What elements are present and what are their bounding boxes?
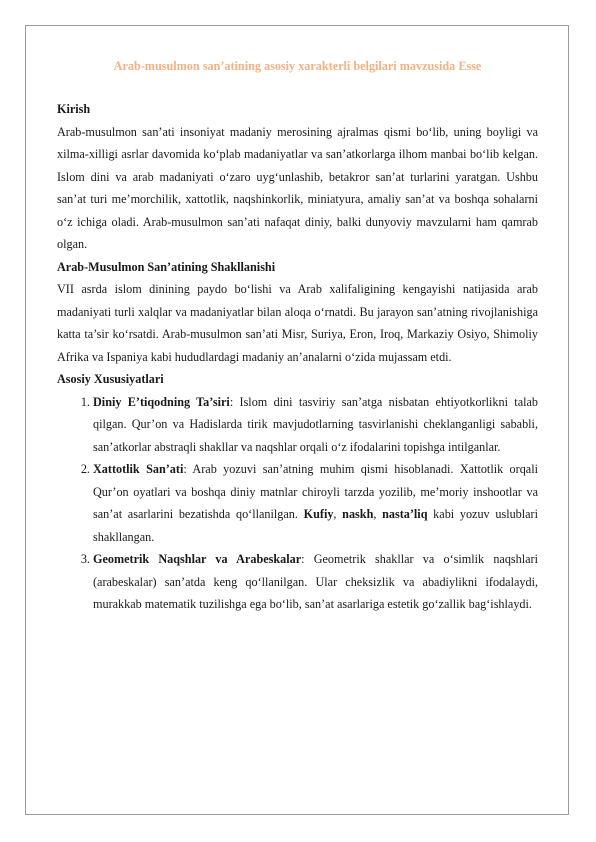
document-title: Arab-musulmon san’atining asosiy xarakterli belgilari mavzusida Esse (113, 59, 482, 73)
script-style-kufiy: Kufiy (303, 507, 334, 521)
section-paragraph-formation: VII asrda islom dinining paydo bo‘lishi va Arab xalifaligining kengayishi natijasida arab madaniyati turli xalqlar va madaniyatlar bilan aloqa o‘rnatdi. Bu jarayon san’atning rivojlanishiga katta ta’sir ko‘rsatdi. Arab-musulmon san’ati Misr, Suriya, Eron, Iroq, Markaziy Osiyo, Shimoliy Afrika va Ispaniya kabi hududlardagi madaniy an’analarni o‘zida mujassam etdi. (57, 282, 538, 364)
section-heading-intro: Kirish (57, 102, 91, 116)
list-item-text: : Arab yozuvi san’atning muhim qismi hisoblanadi. Xattotlik orqali Qur’on oyatlari va boshqa diniy matnlar chiroyli tarzda yozilib, me’moriy inshootlar va san’at asarlarini bezatishda qo‘llanilgan. (93, 462, 538, 521)
section-paragraph-intro: Arab-musulmon san’ati insoniyat madaniy merosining ajralmas qismi bo‘lib, uning boyligi va xilma-xilligi asrlar davomida ko‘plab madaniyatlar va san’atkorlarga ilhom manbai bo‘lib kelgan. Islom dini va arab madaniyati o‘zaro uyg‘unlashib, betakror san’at turlarini yaratgan. Ushbu san’at turi me’morchilik, xattotlik, naqshinkorlik, miniatyura, amaliy san’at va boshqa sohalarni o‘z ichiga oladi. Arab-musulmon san’ati nafaqat diniy, balki dunyoviy mavzularni ham qamrab olgan. (57, 124, 538, 251)
list-item (93, 391, 538, 459)
section-heading-features: Asosiy Xususiyatlari (57, 372, 164, 386)
list-item-separator: , (333, 507, 343, 521)
list-item-text: : Islom dini tasviriy san’atga nisbatan ehtiyotkorlikni talab qilgan. Qur’on va Hadislarda tirik mavjudotlarning tasvirlanishi cheklanganligi sababli, san’atkorlar abstraqli shakllar va naqshlar orqali o‘z ifodalarini topishga intilganlar. (93, 394, 538, 454)
features-list (57, 391, 538, 616)
list-item (93, 548, 538, 616)
list-item-term: Xattotlik San’ati (93, 462, 184, 476)
list-item-text-tail: kabi yozuv uslublari shakllangan. (93, 507, 539, 544)
list-item-text: : Geometrik shakllar va o‘simlik naqshlari (arabeskalar) san’atda keng qo‘llanilgan. Ular cheksizlik va abadiylikni ifodalaydi, murakkab matematik tuzilishga ega bo‘lib, san’at asarlariga estetik go‘zallik bag‘ishlaydi. (93, 552, 538, 611)
list-item-term: Geometrik Naqshlar va Arabeskalar (93, 552, 302, 566)
list-item-separator: , (373, 507, 383, 521)
section-heading-formation: Arab-Musulmon San’atining Shakllanishi (57, 259, 276, 274)
list-item-term: Diniy E’tiqodning Ta’siri (93, 394, 230, 409)
script-style-naskh: naskh (342, 507, 374, 521)
document-body (57, 58, 538, 616)
list-item (93, 458, 538, 548)
script-style-nastaliq: nasta’liq (382, 507, 428, 521)
